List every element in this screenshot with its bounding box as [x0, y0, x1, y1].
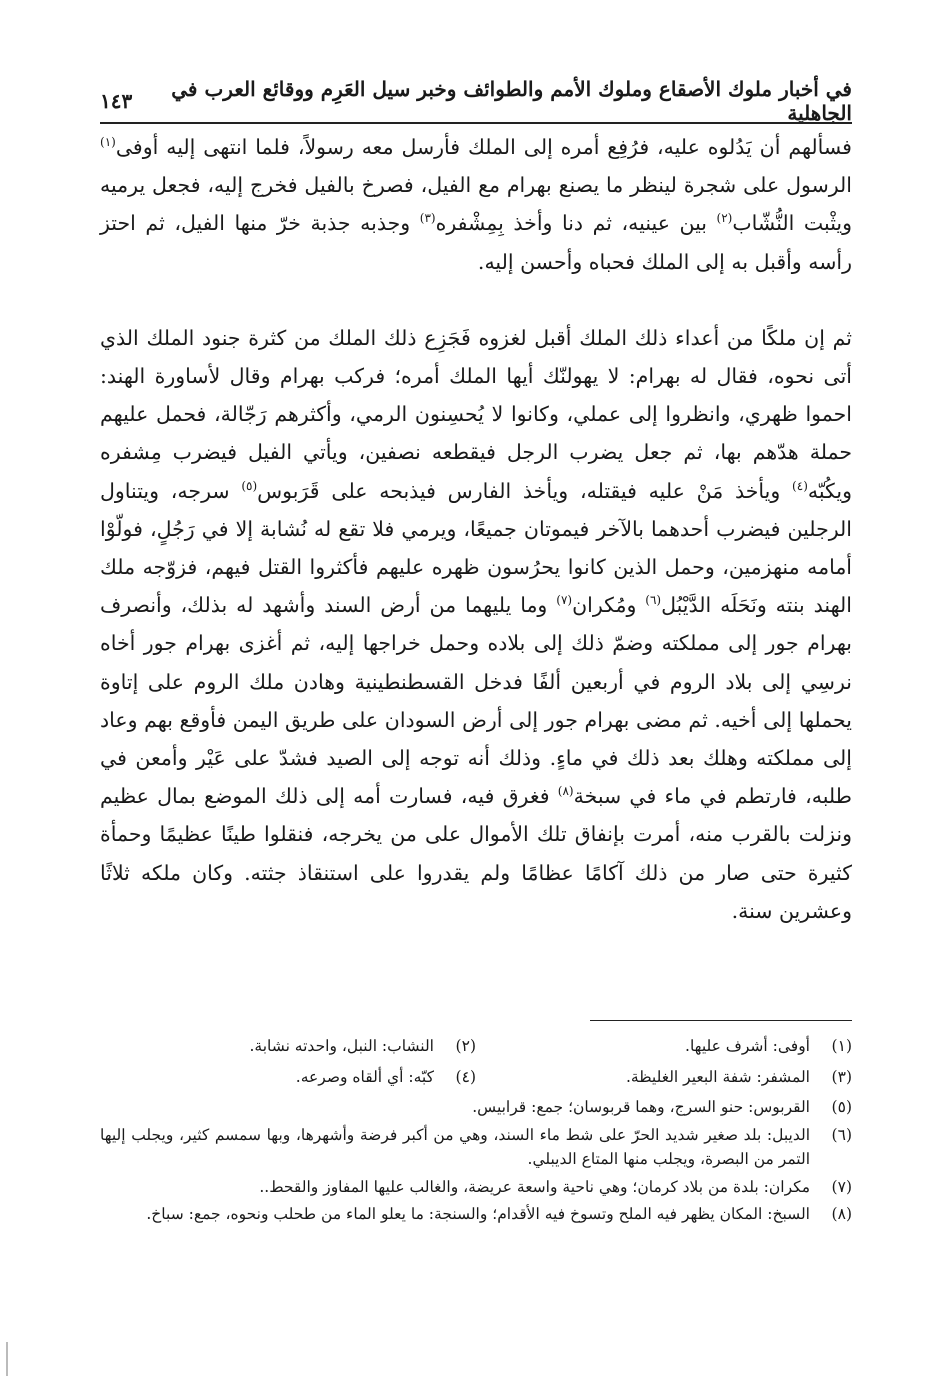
footnote-5 [100, 1095, 852, 1120]
footnote-text: القربوس: حنو السرج، وهما قربوسان؛ جمع: قرابيس. [472, 1098, 810, 1116]
footnote-6 [100, 1123, 852, 1172]
footnotes [100, 1034, 852, 1230]
footnote-ref-5[interactable]: (٥) [241, 478, 258, 493]
text-segment: سرجه، ويتناول الرجلين فيضرب أحدهما بالآخر فيموتان جميعًا، ويرمي فلا تقع له نُشابة إلا في رَجُلٍ، فولّوْا أمامه منهزمين، وحمل الذين كانوا يحرُسون ظهره عليهم فأكثروا القتل فيهم، فزوّجه ملك الهند بنته ونَحَلَه الدَّيْبُل [100, 478, 852, 618]
footnote-ref-3[interactable]: (٣) [419, 211, 436, 226]
footnote-number: (٥) [831, 1098, 852, 1116]
footnote-text: الديبل: بلد صغير شديد الحرّ على شط ماء السند، وهي من أكبر فرضة وأشهرها، وبها سمسم كثير، ويجلب إليها التمر من البصرة، ويجلب منها المتاع الديبلي. [100, 1125, 810, 1168]
text-segment: ومُكران [572, 593, 646, 618]
page-number: ١٤٣ [100, 89, 133, 113]
footnote-number: (٢) [455, 1037, 476, 1055]
footnote-number: (١) [831, 1037, 852, 1055]
book-page [100, 70, 852, 1360]
footnote-text: مكران: بلدة من بلاد كرمان؛ وهي ناحية واسعة عريضة، والغالب عليها المفاوز والقحط.. [259, 1177, 810, 1196]
text-segment: الرسول على شجرة لينظر ما يصنع بهرام مع الفيل، فصرخ بالفيل فخرج إليه، فجعل يرميه ويثْبت النُّشّاب [100, 173, 852, 236]
footnote-3 [476, 1065, 852, 1090]
footnote-text: النشاب: النبل، واحدته نشابة. [249, 1037, 434, 1055]
footnote-separator [590, 1020, 852, 1021]
footnote-row [100, 1065, 852, 1093]
footnote-7 [100, 1175, 852, 1200]
footnote-ref-1[interactable]: (١) [100, 135, 116, 150]
header-rule [100, 122, 852, 124]
running-title: في أخبار ملوك الأصقاع وملوك الأمم والطوائف وخبر سيل العَرِم ووقائع العرب في الجاهلية [171, 77, 852, 125]
text-segment: ثم إن ملكًا من أعداء ذلك الملك أقبل لغزوه فَجَزِع ذلك الملك من كثرة جنود الملك الذي أتى نحوه، فقال له بهرام: لا يهولنّك أيها الملك أمره؛ فركب بهرام وقال لأساورة الهند: احموا ظهري، وانظروا إلى عملي، وكانوا لا يُحسِنون الرمي، وأكثرهم رَجّالة، فحمل عليهم حملة هدّهم بها، ثم جعل يضرب الرجل فيقطعه نصفين، ويأتي الفيل فيضرب مِشفره ويكُبّه [100, 325, 852, 503]
text-segment: فسألهم أن يَدُلوه عليه، فرُفِع أمره إلى الملك فأرسل معه رسولاً، فلما انتهى إليه أوفى [115, 135, 852, 159]
footnote-ref-7[interactable]: (٧) [556, 593, 573, 608]
footnote-number: (٦) [831, 1125, 852, 1144]
main-text [100, 128, 852, 930]
footnote-number: (٧) [831, 1177, 852, 1196]
footnote-ref-2[interactable]: (٢) [716, 211, 733, 226]
scan-edge-mark [6, 1342, 8, 1376]
footnote-text: المشفر: شفة البعير الغليظة. [625, 1067, 810, 1086]
running-header [100, 77, 852, 125]
paragraph-2 [100, 319, 852, 930]
footnote-8 [100, 1202, 852, 1227]
paragraph-1 [100, 128, 852, 281]
footnote-number: (٨) [831, 1205, 852, 1223]
footnote-number: (٣) [831, 1067, 852, 1086]
footnote-row [100, 1034, 852, 1062]
text-segment: وما يليهما من أرض السند وأشهد له بذلك، وأنصرف بهرام جور إلى مملكته وضمّ ذلك إلى بلاده وحمل خراجها إليه، ثم أغزى بهرام جور أخاه نرسِي إلى بلاد الروم في أربعين ألفًا فدخل القسطنطينية وهادن ملك الروم على إتاوة يحملها إلى أخيه. ثم مضى بهرام جور إلى أرض السودان على طريق اليمن فأوقع بهم وعاد إلى مملكته وهلك بعد ذلك في ماءٍ. وذلك أنه توجه إلى الصيد فشدّ على عَيْر وأمعن في طلبه، فارتطم في ماء في سبخة [100, 593, 852, 809]
footnote-ref-4[interactable]: (٤) [792, 478, 808, 493]
footnote-text: أوفى: أشرف عليها. [685, 1037, 810, 1055]
footnote-text: السبخ: المكان يظهر فيه الملح وتسوخ فيه الأقدام؛ والسنجة: ما يعلو الماء من طحلب ونحوه، جمع: سباخ. [146, 1205, 810, 1223]
footnote-ref-8[interactable]: (٨) [557, 784, 574, 799]
text-segment: فغرق فيه، فسارت أمه إلى ذلك الموضع بمال عظيم ونزلت بالقرب منه، أمرت بإنفاق تلك الأموال على من يخرجه، فنقلوا طينًا عظيمًا وحمأة كثيرة حتى صار من ذلك آكامًا عظامًا ولم يقدروا على استنقاذ جثته. وكان ملكه ثلاثًا وعشرين سنة. [100, 784, 852, 923]
footnote-1 [476, 1034, 852, 1059]
text-segment: ويأخذ مَنْ عليه فيقتله، ويأخذ الفارس فيذبحه على قَرَبوس [257, 478, 793, 503]
footnote-ref-6[interactable]: (٦) [645, 593, 662, 608]
footnote-text: كبّه: أي ألقاه وصرعه. [295, 1067, 434, 1086]
text-segment: وجذبه جذبة خرّ منها الفيل، ثم احتز رأسه وأقبل به إلى الملك فحباه وأحسن إليه. [100, 211, 852, 274]
footnote-2 [100, 1034, 476, 1059]
footnote-number: (٤) [455, 1067, 476, 1086]
text-segment: بين عينيه، ثم دنا وأخذ بِمِشْفره [435, 211, 717, 236]
footnote-4 [100, 1065, 476, 1090]
